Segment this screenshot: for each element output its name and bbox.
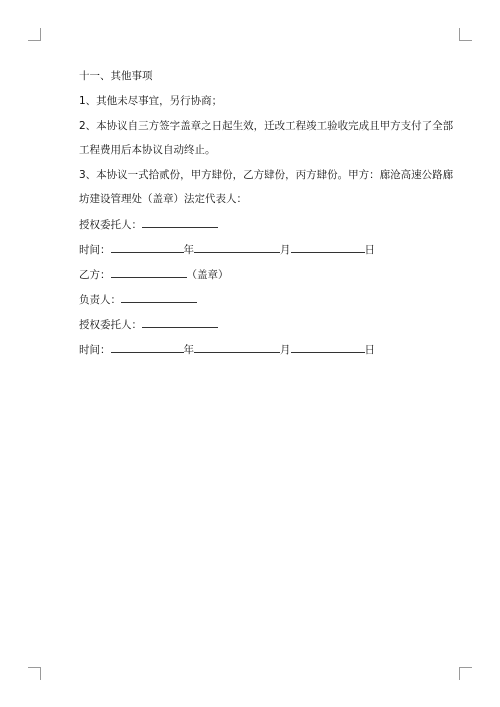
time-line-1 [58, 238, 454, 263]
crop-mark-top-right [459, 28, 472, 41]
document-body [58, 64, 454, 363]
month-label: 月 [280, 244, 291, 256]
crop-mark-top-left [28, 28, 41, 41]
responsible-person-label: 负责人： [79, 294, 121, 306]
time-label: 时间： [79, 244, 111, 256]
time-label-2: 时间： [79, 344, 111, 356]
day-label: 日 [364, 244, 375, 256]
year-blank [111, 240, 184, 253]
month-label-2: 月 [280, 344, 291, 356]
authorized-agent-label-2: 授权委托人： [79, 319, 142, 331]
time-line-2 [58, 338, 454, 363]
authorized-agent-blank-2 [142, 315, 218, 328]
day-blank [291, 240, 365, 253]
item-3: 3、本协议一式拾贰份，甲方肆份，乙方肆份，丙方肆份。甲方：廊沧高速公路廊坊建设管理处（盖章）法定代表人： [79, 169, 454, 205]
crop-mark-bottom-left [28, 667, 41, 680]
authorized-agent-label: 授权委托人： [79, 219, 142, 231]
party-b-line [58, 263, 454, 288]
day-blank-2 [291, 340, 365, 353]
responsible-person-line [58, 288, 454, 313]
year-label-2: 年 [183, 344, 194, 356]
responsible-person-blank [121, 290, 197, 303]
day-label-2: 日 [364, 344, 375, 356]
year-blank-2 [111, 340, 184, 353]
month-blank-2 [194, 340, 280, 353]
crop-mark-bottom-right [459, 667, 472, 680]
item-2: 2、本协议自三方签字盖章之日起生效，迁改工程竣工验收完成且甲方支付了全部工程费用后本协议自动终止。 [79, 120, 454, 156]
party-b-blank [111, 265, 187, 278]
party-b-label: 乙方： [79, 269, 111, 281]
authorized-agent-blank [142, 215, 218, 228]
authorized-agent-line-2 [58, 313, 454, 338]
year-label: 年 [183, 244, 194, 256]
month-blank [194, 240, 280, 253]
section-heading: 十一、其他事项 [79, 70, 153, 82]
item-1: 1、其他未尽事宜，另行协商； [79, 95, 223, 107]
authorized-agent-line-1 [58, 213, 454, 238]
seal-label: （盖章） [186, 269, 229, 281]
